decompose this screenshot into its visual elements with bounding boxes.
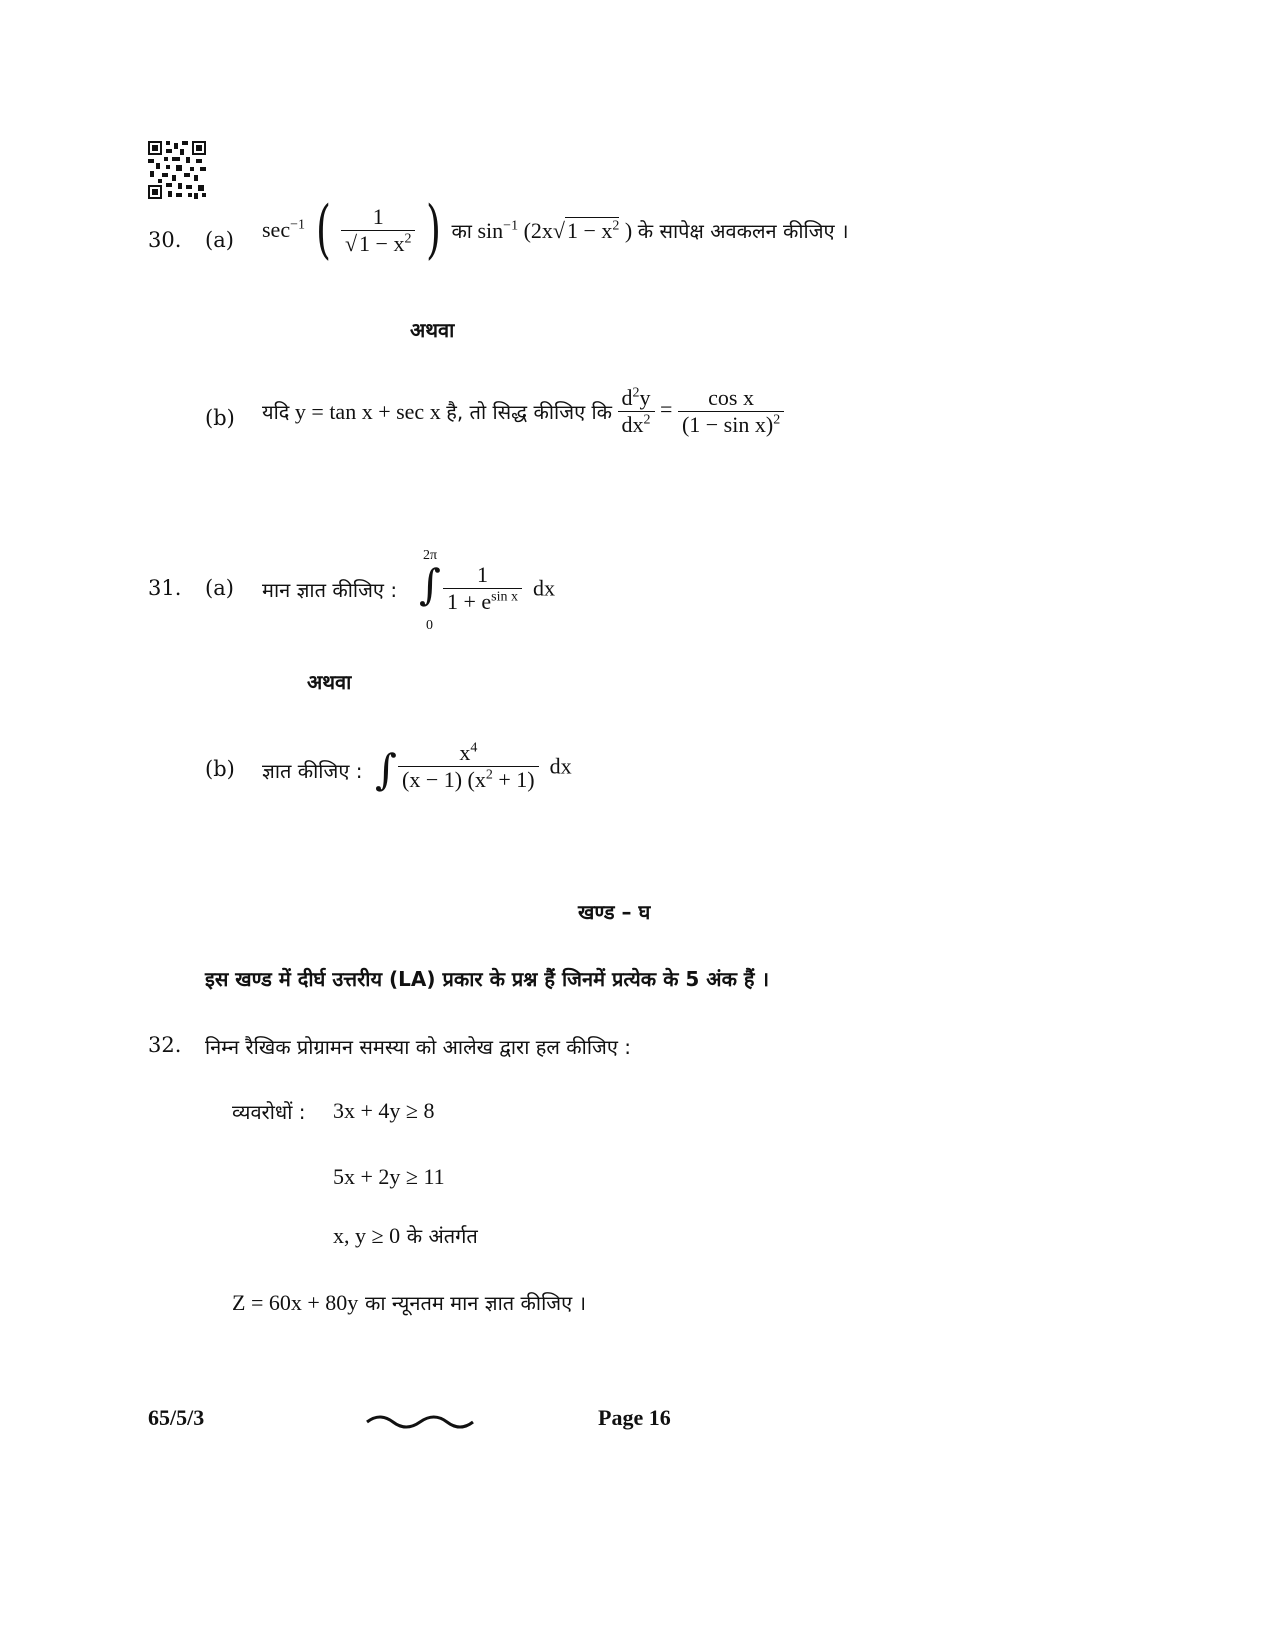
- question-number-31: 31.: [148, 576, 182, 600]
- lhs-den-sup: 2: [643, 412, 651, 428]
- sin-arg-radicand: 1 − x: [566, 217, 613, 243]
- q30a-frac-num: 1: [372, 203, 384, 229]
- constraint-3-math: x, y ≥ 0: [333, 1223, 401, 1248]
- left-paren: (: [315, 193, 331, 267]
- q31b-text: ज्ञात कीजिए :: [262, 759, 363, 783]
- sec-inverse-sup: −1: [290, 217, 305, 233]
- constraints-label: व्यवरोधों :: [232, 1100, 306, 1124]
- q31b-den-sup: 2: [485, 767, 493, 783]
- q30a-frac-den: $√1 - x^2$: [341, 230, 416, 257]
- section-intro: इस खण्ड में दीर्घ उत्तरीय (LA) प्रकार के प्रश्न हैं जिनमें प्रत्येक के 5 अंक हैं ।: [205, 967, 770, 991]
- q30b-label: (b): [205, 406, 235, 430]
- q31b-dx: dx: [549, 753, 572, 779]
- q30a-fraction: [341, 204, 416, 257]
- sin-arg-sup: 2: [612, 218, 620, 234]
- q31a-dx: dx: [533, 575, 556, 601]
- q31a-label: (a): [205, 576, 234, 600]
- constraint-3: [333, 1222, 478, 1249]
- q30a-den-sup: 2: [404, 231, 412, 247]
- q31b-den-b: + 1): [492, 767, 535, 792]
- constraint-2: 5x + 2y ≥ 11: [333, 1164, 445, 1189]
- q32-text: निम्न रैखिक प्रोग्रामन समस्या को आलेख द्वारा हल कीजिए :: [205, 1035, 632, 1059]
- sin-arg-close: ): [624, 217, 633, 243]
- q30a-expression: $\sec^{-1}$ ( $\frac{1}{√1 - x^2}$ ) का $\sin^{-1} (2x√1 - x^2$ ) के सापेक्ष अवकलन कीजिए ।: [262, 193, 849, 267]
- athva-1: अथवा: [410, 318, 455, 342]
- sec-function: sec: [262, 217, 291, 242]
- yadi-word: यदि: [262, 400, 290, 424]
- q30a-label: (a): [205, 228, 234, 252]
- rhs-den-sup: 2: [773, 412, 781, 428]
- integral-lower-limit: 0: [426, 618, 433, 633]
- right-paren: ): [425, 193, 441, 267]
- q30b-function: y = tan x + sec x: [294, 399, 441, 424]
- q31b-den-a: (x − 1) (x: [402, 767, 486, 792]
- question-number-32: 32.: [148, 1033, 182, 1057]
- second-derivative-fraction: [618, 385, 655, 438]
- wavy-line-decoration: [365, 1410, 475, 1430]
- q31b-num: x: [459, 740, 471, 765]
- lhs-num-y: y: [639, 385, 651, 410]
- sin-function: sin: [477, 217, 504, 243]
- lhs-num-sup: 2: [632, 385, 640, 401]
- objective-text: का न्यूनतम मान ज्ञात कीजिए ।: [364, 1291, 587, 1315]
- q31a-integrand: [443, 562, 555, 615]
- page-number: Page 16: [598, 1405, 671, 1430]
- objective: [232, 1289, 586, 1316]
- ka-word: का: [451, 218, 472, 243]
- sin-arg-open: (2x: [523, 217, 553, 243]
- q30a-den-radicand: 1 − x: [359, 230, 405, 256]
- q30b-text: है, तो सिद्ध कीजिए कि: [446, 400, 613, 424]
- integral-upper-limit: 2π: [423, 548, 438, 563]
- q31a-text: मान ज्ञात कीजिए :: [262, 578, 398, 602]
- q31a-num: 1: [477, 562, 488, 587]
- integral-sign-a: ∫: [419, 560, 441, 609]
- qr-code-image: [148, 141, 206, 199]
- integral-sign-b: ∫: [375, 745, 397, 794]
- q30b-expression: [262, 385, 784, 438]
- lhs-num-d: d: [621, 385, 633, 410]
- q31b-fraction: [398, 740, 539, 793]
- paper-code: 65/5/3: [148, 1405, 205, 1430]
- constraint-3-text: के अंतर्गत: [406, 1224, 478, 1248]
- q31b-num-sup: 4: [470, 740, 478, 756]
- lhs-den: dx: [621, 412, 644, 437]
- equals-sign: =: [660, 396, 673, 422]
- rhs-num: cos x: [708, 385, 754, 410]
- constraint-1: 3x + 4y ≥ 8: [333, 1098, 435, 1123]
- q31a-fraction: [443, 562, 522, 615]
- q31a-den-sup: sin x: [491, 589, 519, 605]
- question-number-30: 30.: [148, 228, 182, 252]
- rhs-den: (1 − sin x): [681, 412, 774, 437]
- rhs-fraction: [678, 385, 784, 438]
- sin-inverse-sup: −1: [503, 218, 519, 234]
- athva-2: अथवा: [307, 670, 352, 694]
- section-title: खण्ड – घ: [578, 900, 651, 924]
- q30a-tail-text: के सापेक्ष अवकलन कीजिए ।: [637, 218, 849, 243]
- q31b-label: (b): [205, 757, 235, 781]
- q31b-integrand: [398, 740, 572, 793]
- q31a-den: 1 + e: [447, 589, 492, 614]
- objective-math: Z = 60x + 80y: [232, 1290, 359, 1315]
